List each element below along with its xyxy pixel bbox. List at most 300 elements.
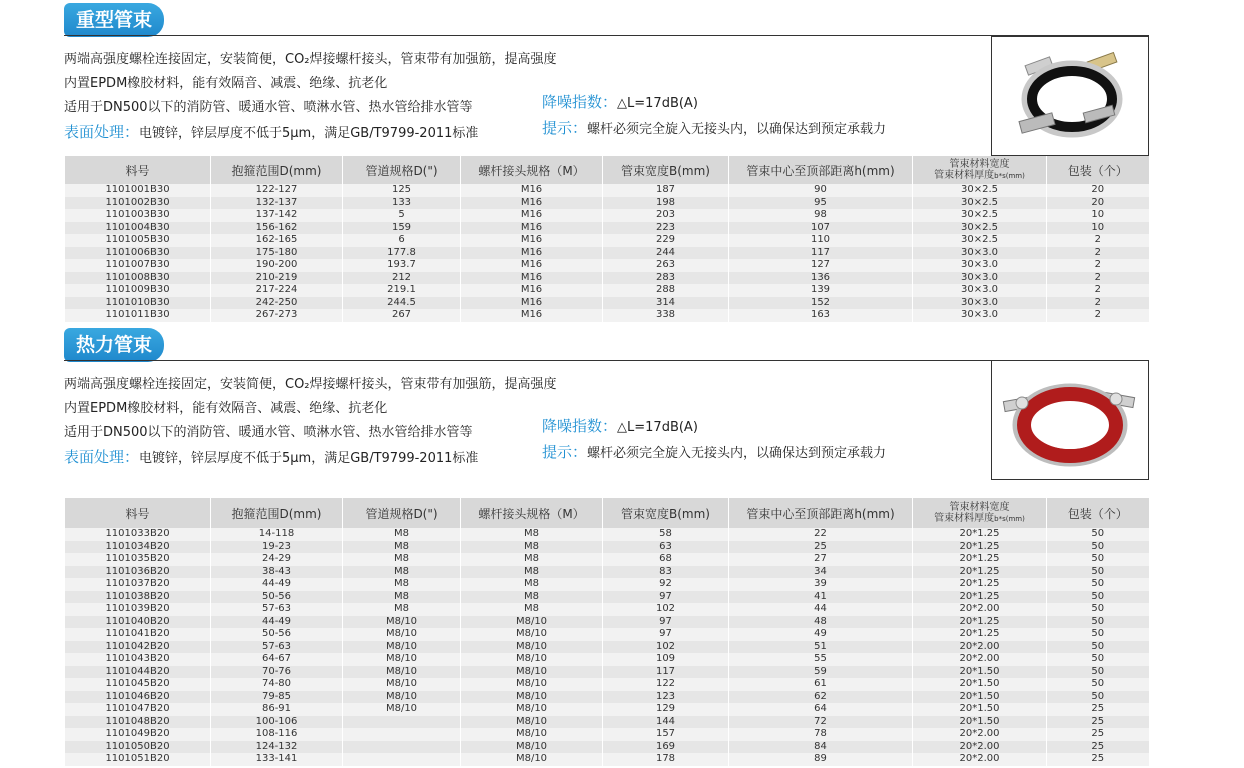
cell-bolt-spec: M8/10 (461, 616, 603, 629)
cell-package: 50 (1047, 616, 1149, 629)
cell-clamp-range: 190-200 (211, 259, 343, 272)
cell-width: 58 (603, 528, 729, 541)
cell-part-no: 1101001B30 (65, 184, 211, 197)
cell-material: 20*2.00 (913, 728, 1047, 741)
cell-part-no: 1101045B20 (65, 678, 211, 691)
cell-clamp-range: 64-67 (211, 653, 343, 666)
cell-package: 2 (1047, 234, 1149, 247)
cell-part-no: 1101047B20 (65, 703, 211, 716)
table-row (65, 553, 1149, 566)
cell-bolt-spec: M8/10 (461, 666, 603, 679)
cell-material: 20*1.25 (913, 553, 1047, 566)
cell-clamp-range: 210-219 (211, 272, 343, 285)
cell-part-no: 1101004B30 (65, 222, 211, 235)
heavy-noise-text: △L=17dB(A) (617, 96, 698, 111)
col-header-part-no: 料号 (65, 498, 211, 528)
cell-center-height: 48 (729, 616, 913, 629)
cell-package: 50 (1047, 591, 1149, 604)
table-row (65, 222, 1149, 235)
cell-pipe-spec: M8 (343, 541, 461, 554)
col-header-center-height: 管束中心至顶部距离h(mm) (729, 156, 913, 184)
cell-bolt-spec: M8/10 (461, 628, 603, 641)
table-row (65, 541, 1149, 554)
cell-part-no: 1101040B20 (65, 616, 211, 629)
heavy-notes (542, 90, 886, 142)
cell-material: 30×2.5 (913, 197, 1047, 210)
cell-clamp-range: 50-56 (211, 628, 343, 641)
heavy-tip-text: 螺杆必须完全旋入无接头内，以确保达到预定承载力 (587, 122, 887, 137)
cell-pipe-spec: 133 (343, 197, 461, 210)
cell-material: 30×3.0 (913, 284, 1047, 297)
cell-part-no: 1101037B20 (65, 578, 211, 591)
cell-part-no: 1101036B20 (65, 566, 211, 579)
cell-width: 117 (603, 666, 729, 679)
heavy-section-title: 重型管束 (64, 3, 164, 37)
cell-width: 129 (603, 703, 729, 716)
cell-clamp-range: 50-56 (211, 591, 343, 604)
cell-pipe-spec: M8/10 (343, 641, 461, 654)
col-header-bolt-spec: 螺杆接头规格（M） (461, 156, 603, 184)
cell-part-no: 1101050B20 (65, 741, 211, 754)
heavy-surface-line (64, 120, 557, 146)
heavy-divider (64, 35, 1149, 36)
col-header-package: 包装（个） (1047, 498, 1149, 528)
cell-part-no: 1101041B20 (65, 628, 211, 641)
cell-part-no: 1101009B30 (65, 284, 211, 297)
cell-width: 97 (603, 628, 729, 641)
thermal-section-title: 热力管束 (64, 328, 164, 362)
thermal-surface-line (64, 445, 557, 471)
col-header-width: 管束宽度B(mm) (603, 498, 729, 528)
col-header-material-width: 管束材料宽度 (949, 501, 1010, 513)
table-row (65, 653, 1149, 666)
cell-material: 30×3.0 (913, 297, 1047, 310)
thermal-spec-table (64, 498, 1149, 766)
cell-center-height: 139 (729, 284, 913, 297)
cell-part-no: 1101049B20 (65, 728, 211, 741)
thermal-tip-label: 提示： (542, 443, 588, 461)
cell-bolt-spec: M16 (461, 284, 603, 297)
cell-pipe-spec: M8/10 (343, 678, 461, 691)
cell-part-no: 1101051B20 (65, 753, 211, 766)
cell-width: 178 (603, 753, 729, 766)
cell-width: 244 (603, 247, 729, 260)
table-row (65, 578, 1149, 591)
col-header-material (913, 156, 1047, 184)
cell-center-height: 136 (729, 272, 913, 285)
cell-width: 97 (603, 616, 729, 629)
cell-clamp-range: 267-273 (211, 309, 343, 322)
cell-material: 30×2.5 (913, 184, 1047, 197)
cell-material: 20*1.50 (913, 691, 1047, 704)
cell-bolt-spec: M8 (461, 528, 603, 541)
cell-width: 203 (603, 209, 729, 222)
cell-clamp-range: 217-224 (211, 284, 343, 297)
table-row (65, 591, 1149, 604)
cell-package: 20 (1047, 197, 1149, 210)
cell-bolt-spec: M8 (461, 553, 603, 566)
cell-material: 30×2.5 (913, 234, 1047, 247)
cell-width: 83 (603, 566, 729, 579)
col-header-bolt-spec: 螺杆接头规格（M） (461, 498, 603, 528)
cell-bolt-spec: M16 (461, 297, 603, 310)
cell-package: 50 (1047, 578, 1149, 591)
cell-width: 283 (603, 272, 729, 285)
cell-part-no: 1101003B30 (65, 209, 211, 222)
cell-bolt-spec: M8/10 (461, 753, 603, 766)
cell-pipe-spec: 159 (343, 222, 461, 235)
table-row (65, 628, 1149, 641)
cell-center-height: 98 (729, 209, 913, 222)
cell-material: 20*1.25 (913, 528, 1047, 541)
cell-material: 20*1.25 (913, 578, 1047, 591)
cell-package: 50 (1047, 528, 1149, 541)
cell-clamp-range: 242-250 (211, 297, 343, 310)
cell-center-height: 163 (729, 309, 913, 322)
cell-part-no: 1101005B30 (65, 234, 211, 247)
thermal-notes (542, 414, 886, 466)
cell-pipe-spec: 193.7 (343, 259, 461, 272)
cell-clamp-range: 162-165 (211, 234, 343, 247)
thermal-table-body (65, 528, 1149, 766)
cell-package: 2 (1047, 297, 1149, 310)
thermal-product-photo (991, 360, 1149, 480)
cell-material: 20*1.25 (913, 591, 1047, 604)
table-row (65, 666, 1149, 679)
cell-clamp-range: 44-49 (211, 578, 343, 591)
col-header-material-width: 管束材料宽度 (949, 158, 1010, 170)
table-row (65, 197, 1149, 210)
col-header-clamp-range: 抱箍范围D(mm) (211, 498, 343, 528)
cell-bolt-spec: M8 (461, 578, 603, 591)
cell-part-no: 1101042B20 (65, 641, 211, 654)
cell-pipe-spec: M8 (343, 603, 461, 616)
cell-pipe-spec: 6 (343, 234, 461, 247)
heavy-spec-table (64, 156, 1149, 322)
cell-clamp-range: 57-63 (211, 641, 343, 654)
cell-center-height: 25 (729, 541, 913, 554)
cell-part-no: 1101039B20 (65, 603, 211, 616)
table-row (65, 616, 1149, 629)
cell-part-no: 1101011B30 (65, 309, 211, 322)
thermal-desc-line-1: 两端高强度螺栓连接固定，安装简便，CO₂焊接螺杆接头，管束带有加强筋，提高强度 (64, 377, 557, 392)
thermal-desc-line-2: 内置EPDM橡胶材料，能有效隔音、减震、绝缘、抗老化 (64, 401, 388, 416)
cell-clamp-range: 19-23 (211, 541, 343, 554)
thermal-tip-text: 螺杆必须完全旋入无接头内，以确保达到预定承载力 (587, 446, 887, 461)
heavy-desc-line-3: 适用于DN500以下的消防管、暖通水管、喷淋水管、热水管给排水管等 (64, 100, 473, 115)
cell-center-height: 39 (729, 578, 913, 591)
cell-part-no: 1101038B20 (65, 591, 211, 604)
cell-center-height: 62 (729, 691, 913, 704)
cell-package: 2 (1047, 259, 1149, 272)
cell-clamp-range: 57-63 (211, 603, 343, 616)
cell-bolt-spec: M16 (461, 209, 603, 222)
cell-pipe-spec: M8 (343, 578, 461, 591)
cell-material: 20*2.00 (913, 753, 1047, 766)
cell-center-height: 51 (729, 641, 913, 654)
cell-width: 123 (603, 691, 729, 704)
cell-clamp-range: 122-127 (211, 184, 343, 197)
cell-center-height: 49 (729, 628, 913, 641)
cell-width: 288 (603, 284, 729, 297)
cell-package: 50 (1047, 566, 1149, 579)
cell-width: 102 (603, 641, 729, 654)
cell-package: 25 (1047, 716, 1149, 729)
cell-bolt-spec: M16 (461, 259, 603, 272)
cell-bolt-spec: M8/10 (461, 653, 603, 666)
cell-center-height: 127 (729, 259, 913, 272)
cell-width: 198 (603, 197, 729, 210)
col-header-pipe-spec: 管道规格D(") (343, 498, 461, 528)
table-row (65, 284, 1149, 297)
col-header-material-thickness (913, 513, 1046, 525)
col-header-width: 管束宽度B(mm) (603, 156, 729, 184)
table-row (65, 209, 1149, 222)
cell-clamp-range: 70-76 (211, 666, 343, 679)
cell-pipe-spec: M8/10 (343, 703, 461, 716)
cell-bolt-spec: M8 (461, 603, 603, 616)
cell-package: 10 (1047, 222, 1149, 235)
heavy-description (64, 48, 557, 146)
col-header-pipe-spec: 管道规格D(") (343, 156, 461, 184)
col-header-center-height: 管束中心至顶部距离h(mm) (729, 498, 913, 528)
cell-pipe-spec: 125 (343, 184, 461, 197)
cell-material: 30×3.0 (913, 247, 1047, 260)
cell-bolt-spec: M8/10 (461, 641, 603, 654)
cell-clamp-range: 108-116 (211, 728, 343, 741)
cell-clamp-range: 175-180 (211, 247, 343, 260)
thermal-divider (64, 360, 1149, 361)
cell-package: 10 (1047, 209, 1149, 222)
heavy-surface-label: 表面处理： (64, 123, 140, 141)
cell-center-height: 78 (729, 728, 913, 741)
heavy-section (0, 0, 1244, 330)
col-header-part-no: 料号 (65, 156, 211, 184)
cell-clamp-range: 24-29 (211, 553, 343, 566)
thermal-desc-line-3: 适用于DN500以下的消防管、暖通水管、喷淋水管、热水管给排水管等 (64, 425, 473, 440)
cell-clamp-range: 14-118 (211, 528, 343, 541)
table-row (65, 678, 1149, 691)
cell-bolt-spec: M16 (461, 197, 603, 210)
table-row (65, 603, 1149, 616)
cell-material: 30×3.0 (913, 309, 1047, 322)
cell-bolt-spec: M16 (461, 222, 603, 235)
cell-pipe-spec: 244.5 (343, 297, 461, 310)
cell-material: 30×2.5 (913, 209, 1047, 222)
cell-material: 30×3.0 (913, 259, 1047, 272)
cell-pipe-spec (343, 753, 461, 766)
heavy-table-body (65, 184, 1149, 322)
cell-part-no: 1101048B20 (65, 716, 211, 729)
cell-clamp-range: 100-106 (211, 716, 343, 729)
cell-material: 30×3.0 (913, 272, 1047, 285)
cell-bolt-spec: M16 (461, 184, 603, 197)
cell-part-no: 1101043B20 (65, 653, 211, 666)
cell-material: 20*2.00 (913, 603, 1047, 616)
cell-width: 122 (603, 678, 729, 691)
col-header-material-thickness (913, 170, 1046, 182)
cell-material: 20*1.50 (913, 678, 1047, 691)
thermal-surface-label: 表面处理： (64, 448, 140, 466)
cell-clamp-range: 79-85 (211, 691, 343, 704)
cell-center-height: 27 (729, 553, 913, 566)
cell-clamp-range: 86-91 (211, 703, 343, 716)
cell-width: 63 (603, 541, 729, 554)
thermal-noise-label: 降噪指数： (542, 417, 618, 435)
table-row (65, 309, 1149, 322)
cell-pipe-spec: 177.8 (343, 247, 461, 260)
cell-width: 157 (603, 728, 729, 741)
cell-clamp-range: 132-137 (211, 197, 343, 210)
cell-package: 20 (1047, 184, 1149, 197)
cell-part-no: 1101007B30 (65, 259, 211, 272)
cell-package: 50 (1047, 678, 1149, 691)
table-row (65, 703, 1149, 716)
cell-package: 2 (1047, 247, 1149, 260)
table-row (65, 753, 1149, 766)
cell-bolt-spec: M8/10 (461, 691, 603, 704)
cell-width: 144 (603, 716, 729, 729)
cell-pipe-spec: M8 (343, 566, 461, 579)
cell-pipe-spec: M8 (343, 591, 461, 604)
cell-center-height: 152 (729, 297, 913, 310)
table-row (65, 741, 1149, 754)
table-row (65, 728, 1149, 741)
cell-package: 50 (1047, 666, 1149, 679)
cell-bolt-spec: M8/10 (461, 716, 603, 729)
cell-width: 68 (603, 553, 729, 566)
cell-part-no: 1101008B30 (65, 272, 211, 285)
table-row (65, 272, 1149, 285)
cell-material: 20*2.00 (913, 641, 1047, 654)
cell-bolt-spec: M16 (461, 234, 603, 247)
cell-pipe-spec: M8/10 (343, 628, 461, 641)
cell-bolt-spec: M8 (461, 591, 603, 604)
material-unit: b*s(mm) (994, 514, 1025, 523)
cell-package: 2 (1047, 284, 1149, 297)
cell-package: 50 (1047, 641, 1149, 654)
cell-material: 20*1.25 (913, 628, 1047, 641)
cell-package: 50 (1047, 653, 1149, 666)
cell-package: 50 (1047, 603, 1149, 616)
cell-bolt-spec: M16 (461, 247, 603, 260)
cell-pipe-spec: 212 (343, 272, 461, 285)
table-row (65, 691, 1149, 704)
cell-package: 25 (1047, 741, 1149, 754)
cell-width: 92 (603, 578, 729, 591)
cell-package: 50 (1047, 541, 1149, 554)
cell-center-height: 44 (729, 603, 913, 616)
cell-width: 314 (603, 297, 729, 310)
cell-material: 20*1.50 (913, 666, 1047, 679)
cell-bolt-spec: M8 (461, 566, 603, 579)
cell-bolt-spec: M8 (461, 541, 603, 554)
cell-center-height: 55 (729, 653, 913, 666)
cell-part-no: 1101006B30 (65, 247, 211, 260)
cell-bolt-spec: M8/10 (461, 728, 603, 741)
cell-pipe-spec (343, 716, 461, 729)
heavy-tip-label: 提示： (542, 119, 588, 137)
heavy-desc-line-2: 内置EPDM橡胶材料，能有效隔音、减震、绝缘、抗老化 (64, 76, 388, 91)
pipe-clamp-red-rubber-icon (992, 361, 1148, 479)
cell-center-height: 34 (729, 566, 913, 579)
cell-clamp-range: 156-162 (211, 222, 343, 235)
cell-pipe-spec (343, 728, 461, 741)
cell-width: 109 (603, 653, 729, 666)
material-thickness-text: 管束材料厚度 (934, 512, 995, 524)
cell-pipe-spec: M8/10 (343, 653, 461, 666)
cell-package: 50 (1047, 628, 1149, 641)
cell-width: 229 (603, 234, 729, 247)
cell-pipe-spec: M8 (343, 528, 461, 541)
cell-bolt-spec: M16 (461, 309, 603, 322)
cell-center-height: 84 (729, 741, 913, 754)
thermal-description (64, 373, 557, 471)
heavy-desc-line-1: 两端高强度螺栓连接固定，安装简便，CO₂焊接螺杆接头，管束带有加强筋，提高强度 (64, 52, 557, 67)
cell-bolt-spec: M8/10 (461, 741, 603, 754)
table-row (65, 566, 1149, 579)
heavy-surface-text: 电镀锌，锌层厚度不低于5μm，满足GB/T9799-2011标准 (139, 126, 479, 141)
cell-pipe-spec (343, 741, 461, 754)
cell-material: 20*1.50 (913, 703, 1047, 716)
cell-center-height: 95 (729, 197, 913, 210)
cell-package: 50 (1047, 553, 1149, 566)
cell-center-height: 41 (729, 591, 913, 604)
cell-bolt-spec: M16 (461, 272, 603, 285)
cell-width: 169 (603, 741, 729, 754)
cell-material: 20*1.25 (913, 541, 1047, 554)
thermal-section (0, 326, 1244, 768)
material-thickness-text: 管束材料厚度 (934, 169, 995, 181)
cell-material: 20*2.00 (913, 741, 1047, 754)
cell-pipe-spec: 219.1 (343, 284, 461, 297)
cell-part-no: 1101046B20 (65, 691, 211, 704)
table-row (65, 297, 1149, 310)
material-unit: b*s(mm) (994, 171, 1025, 180)
cell-pipe-spec: M8/10 (343, 691, 461, 704)
cell-package: 2 (1047, 309, 1149, 322)
cell-center-height: 110 (729, 234, 913, 247)
cell-width: 338 (603, 309, 729, 322)
thermal-surface-text: 电镀锌，锌层厚度不低于5μm，满足GB/T9799-2011标准 (139, 451, 479, 466)
cell-width: 187 (603, 184, 729, 197)
table-row (65, 234, 1149, 247)
cell-package: 2 (1047, 272, 1149, 285)
cell-clamp-range: 44-49 (211, 616, 343, 629)
cell-pipe-spec: M8 (343, 553, 461, 566)
cell-width: 223 (603, 222, 729, 235)
cell-package: 25 (1047, 703, 1149, 716)
cell-center-height: 117 (729, 247, 913, 260)
heavy-product-photo (991, 36, 1149, 156)
cell-material: 30×2.5 (913, 222, 1047, 235)
cell-part-no: 1101010B30 (65, 297, 211, 310)
cell-center-height: 64 (729, 703, 913, 716)
cell-clamp-range: 74-80 (211, 678, 343, 691)
cell-material: 20*1.25 (913, 566, 1047, 579)
cell-part-no: 1101044B20 (65, 666, 211, 679)
cell-width: 263 (603, 259, 729, 272)
cell-pipe-spec: M8/10 (343, 616, 461, 629)
cell-part-no: 1101034B20 (65, 541, 211, 554)
thermal-noise-text: △L=17dB(A) (617, 420, 698, 435)
cell-part-no: 1101033B20 (65, 528, 211, 541)
cell-package: 50 (1047, 691, 1149, 704)
table-row (65, 528, 1149, 541)
pipe-clamp-black-rubber-icon (992, 37, 1148, 155)
col-header-material (913, 498, 1047, 528)
table-row (65, 259, 1149, 272)
